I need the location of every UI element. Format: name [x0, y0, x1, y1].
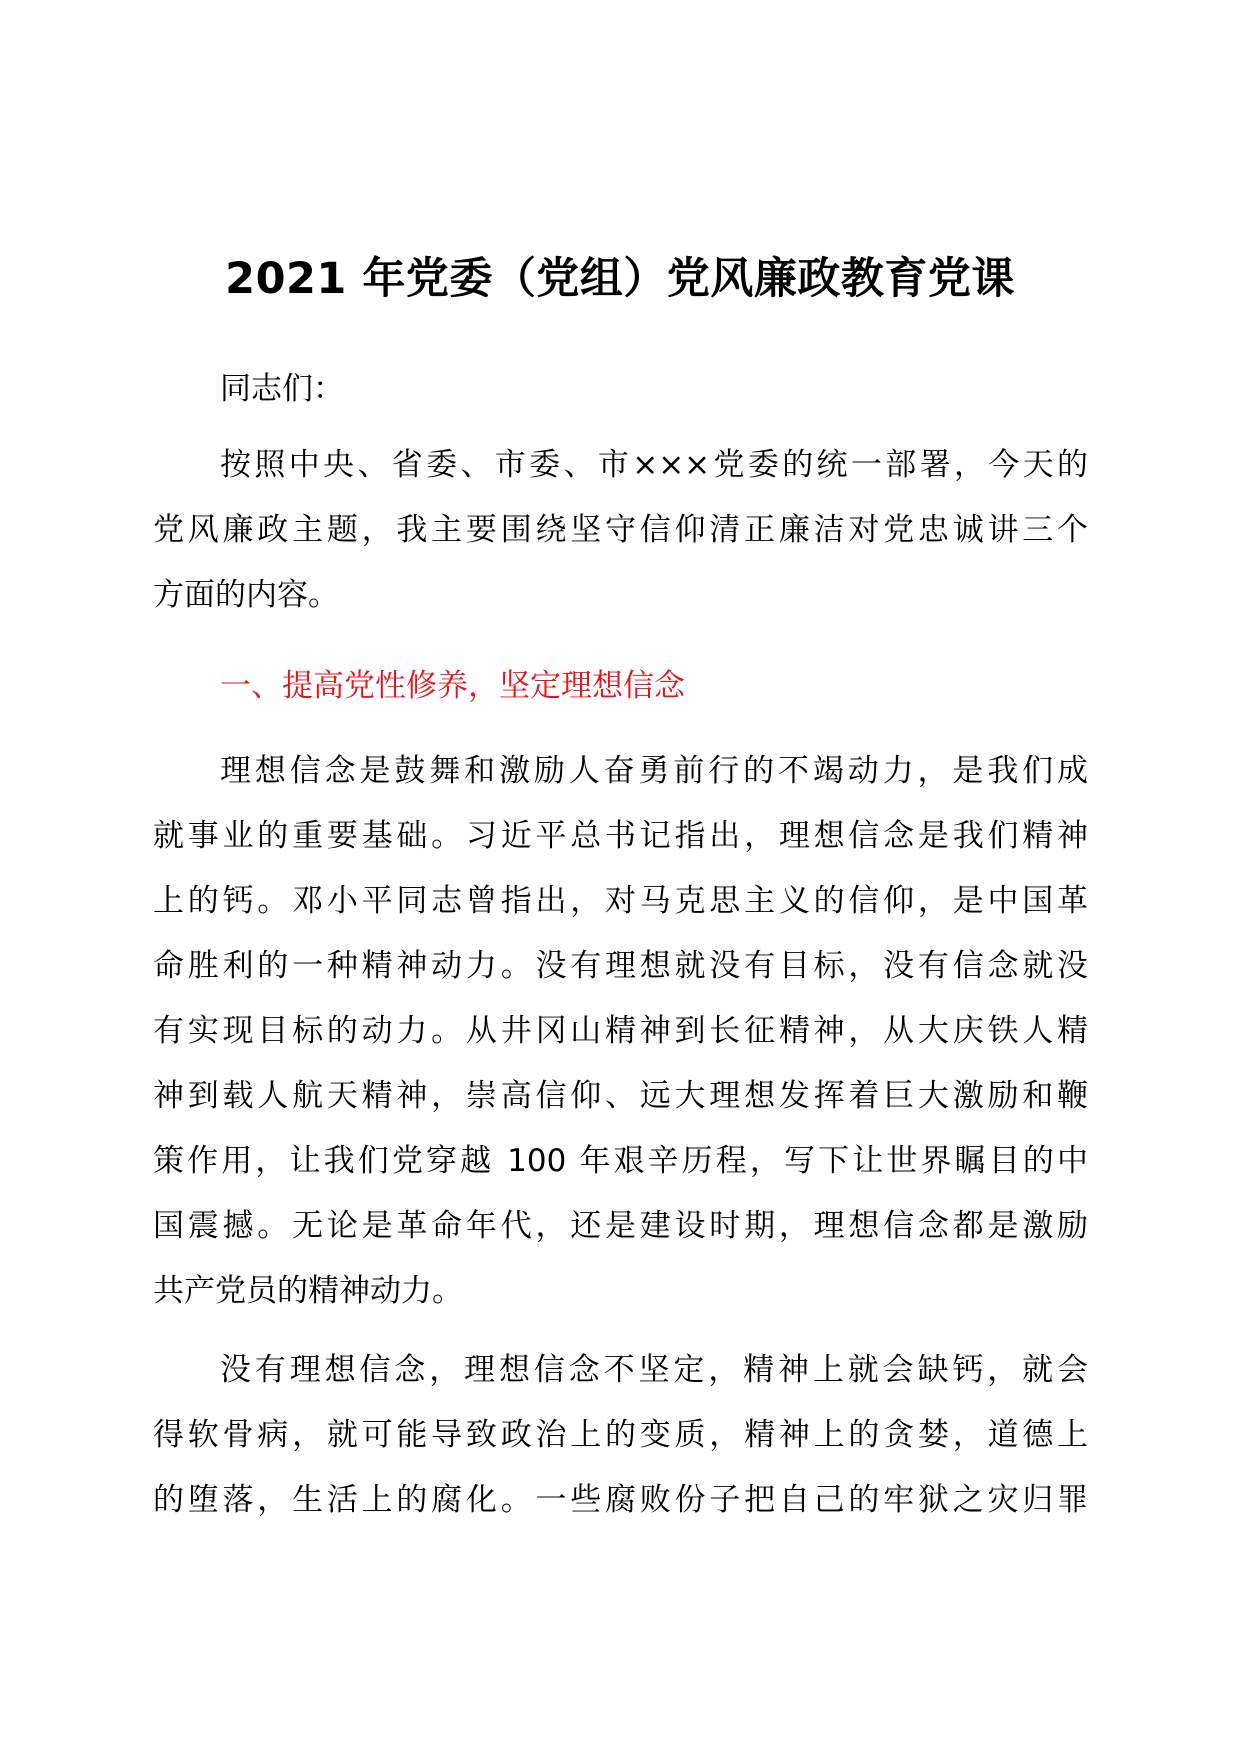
paragraph-line: 有实现目标的动力。从井冈山精神到长征精神，从大庆铁人精 — [153, 1013, 1088, 1049]
paragraph-line: 按照中央、省委、市委、市×××党委的统一部署，今天的 — [220, 447, 1088, 483]
paragraph-line: 得软骨病，就可能导致政治上的变质，精神上的贪婪，道德上 — [153, 1417, 1088, 1453]
section-heading-text: 一、提高党性修养，坚定理想信念 — [220, 668, 685, 704]
paragraph-line: 国震撼。无论是革命年代，还是建设时期，理想信念都是激励 — [153, 1208, 1088, 1244]
document-title: 2021 年党委（党组）党风廉政教育党课 — [225, 254, 1015, 304]
paragraph-line: 党风廉政主题，我主要围绕坚守信仰清正廉洁对党忠诚讲三个 — [153, 512, 1088, 548]
salutation — [153, 357, 1088, 422]
section-heading — [153, 654, 1088, 719]
paragraph-line: 就事业的重要基础。习近平总书记指出，理想信念是我们精神 — [153, 818, 1088, 854]
paragraph-line: 上的钙。邓小平同志曾指出，对马克思主义的信仰，是中国革 — [153, 883, 1088, 919]
paragraph-line: 没有理想信念，理想信念不坚定，精神上就会缺钙，就会 — [220, 1352, 1088, 1388]
salutation-text: 同志们： — [220, 371, 344, 407]
section-paragraph-2 — [153, 1338, 1088, 1533]
paragraph-line: 策作用，让我们党穿越 100 年艰辛历程，写下让世界瞩目的中 — [153, 1143, 1088, 1179]
intro-paragraph — [153, 433, 1088, 628]
paragraph-line: 命胜利的一种精神动力。没有理想就没有目标，没有信念就没 — [153, 948, 1088, 984]
paragraph-line: 理想信念是鼓舞和激励人奋勇前行的不竭动力，是我们成 — [220, 753, 1088, 789]
paragraph-line: 方面的内容。 — [153, 577, 339, 613]
section-paragraph-1 — [153, 739, 1088, 1324]
paragraph-line: 神到载人航天精神，崇高信仰、远大理想发挥着巨大激励和鞭 — [153, 1078, 1088, 1114]
paragraph-line: 的堕落，生活上的腐化。一些腐败份子把自己的牢狱之灾归罪 — [153, 1482, 1088, 1518]
paragraph-line: 共产党员的精神动力。 — [153, 1273, 463, 1309]
